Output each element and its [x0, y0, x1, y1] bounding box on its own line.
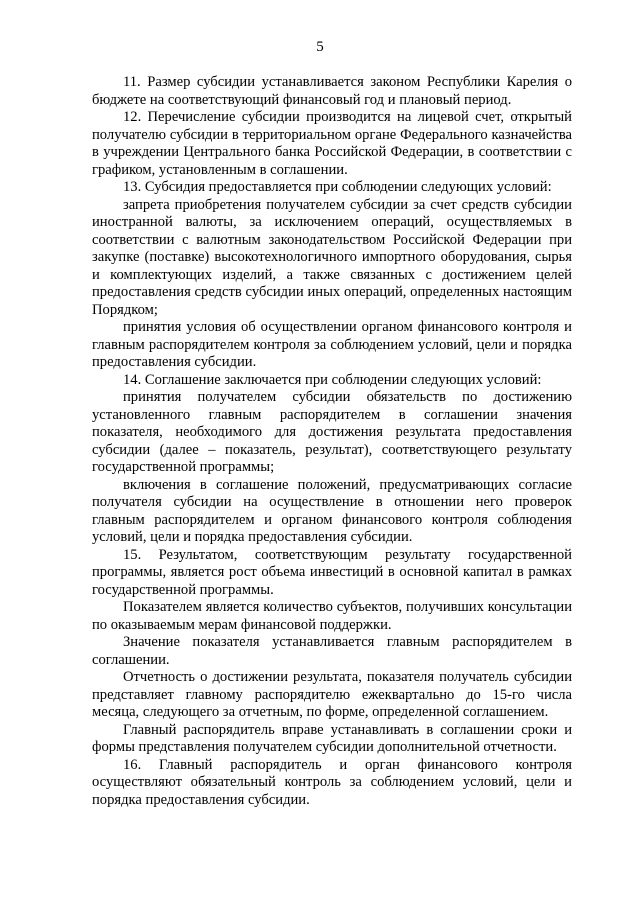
paragraph-13-condition-control: принятия условия об осуществлении органом финансового контроля и главным распорядителем контроля за соблюдением условий, цели и порядка предоставления субсидии. [92, 319, 572, 370]
body-text [92, 74, 572, 809]
paragraph-16: 16. Главный распорядитель и орган финансового контроля осуществляют обязательный контроль за соблюдением условий, цели и порядка предоставления субсидии. [92, 756, 572, 808]
paragraph-13: 13. Субсидия предоставляется при соблюдении следующих условий: [123, 179, 552, 195]
paragraph-additional-reporting: Главный распорядитель вправе устанавливать в соглашении сроки и формы представления получателем субсидии дополнительной отчетности. [92, 721, 572, 755]
paragraph-indicator: Показателем является количество субъектов, получивших консультации по оказываемым мерам финансовой поддержки. [92, 599, 572, 633]
paragraph-14: 14. Соглашение заключается при соблюдении следующих условий: [123, 371, 542, 388]
paragraph-14-condition-obligations: принятия получателем субсидии обязательств по достижению установленного главным распорядителем в соглашении значения показателя, необходимого для достижения результата предоставления субсидии (далее – показатель, результат), соответствующего результату государственной программы; [92, 389, 572, 475]
paragraph-reporting: Отчетность о достижении результата, показателя получатель субсидии представляет главному распорядителю ежеквартально до 15-го числа месяца, следующего за отчетным, по форме, определенной соглашением. [92, 669, 572, 720]
page-number: 5 [316, 39, 324, 55]
paragraph-15: 15. Результатом, соответствующим результату государственной программы, является рост объема инвестиций в основной капитал в рамках государственной программы. [92, 546, 572, 598]
paragraph-indicator-value: Значение показателя устанавливается главным распорядителем в соглашении. [92, 634, 572, 668]
paragraph-14-condition-inspections: включения в соглашение положений, предусматривающих согласие получателя субсидии на осуществление в отношении него проверок главным распорядителем и органом финансового контроля соблюдения условий, цели и порядка предоставления субсидии. [92, 476, 572, 545]
paragraph-13-condition-currency: запрета приобретения получателем субсидии за счет средств субсидии иностранной валюты, за исключением операций, осуществляемых в соответствии с валютным законодательством Российской Федерации при закупке (поставке) высокотехнологичного импортного оборудования, сырья и комплектующих изделий, а также связанных с достижением целей предоставления средств субсидии иных операций, определенных настоящим Порядком; [92, 196, 572, 318]
paragraph-11: 11. Размер субсидии устанавливается законом Республики Карелия о бюджете на соответствующий финансовый год и плановый период. [92, 74, 572, 108]
paragraph-12: 12. Перечисление субсидии производится на лицевой счет, открытый получателю субсидии в территориальном органе Федерального казначейства в учреждении Центрального банка Российской Федерации, в соответствии с графиком, установленным в соглашении. [92, 109, 572, 178]
